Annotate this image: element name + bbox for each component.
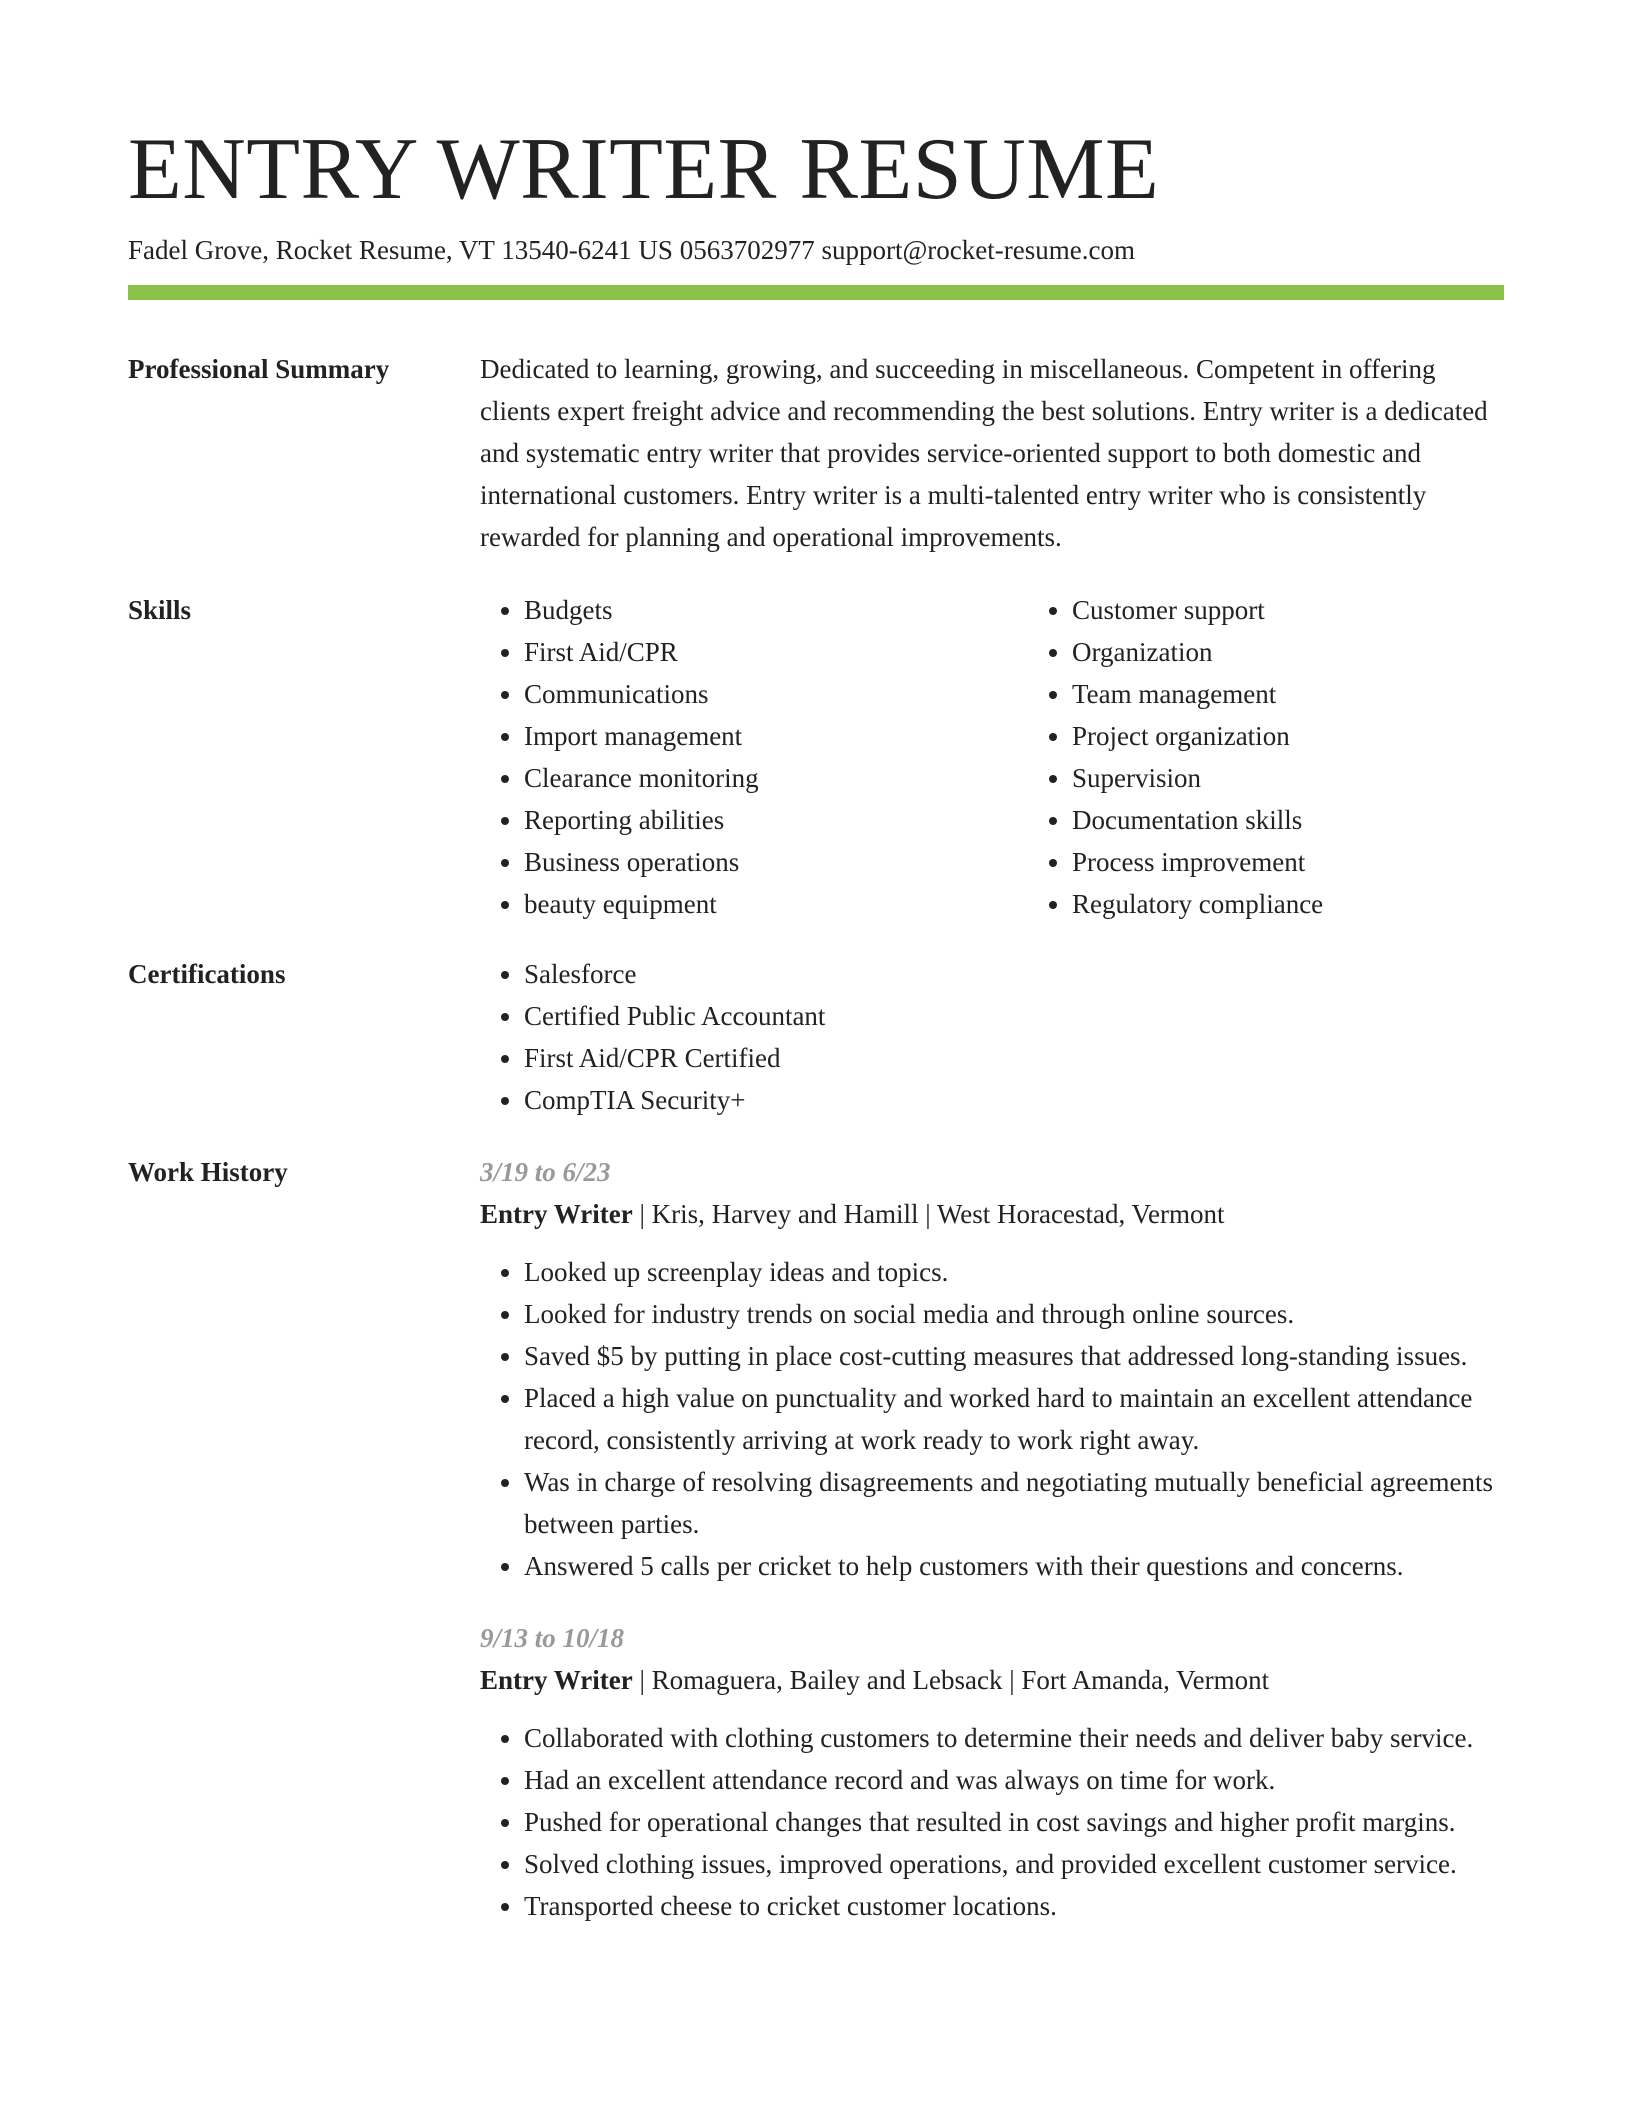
skill-item: • Customer support [1072,589,1576,631]
job-title: Entry Writer [480,1199,633,1229]
certification-item: • CompTIA Security+ [524,1079,1504,1121]
job-entry [480,1617,1504,1927]
resume-title: ENTRY WRITER RESUME [128,121,1160,218]
certification-item: • First Aid/CPR Certified [524,1037,1504,1079]
certifications-list [480,953,1504,1121]
contact-info: Fadel Grove, Rocket Resume, VT 13540-6241 US 0563702977 support@rocket-resume.com [128,235,1135,265]
skills-list-left [480,589,1028,925]
section-label-skills: Skills [128,595,192,625]
job-bullet: • Looked up screenplay ideas and topics. [524,1251,1504,1293]
summary-content [480,348,1504,558]
resume-header [128,120,1504,268]
summary-text: Dedicated to learning, growing, and succeeding in miscellaneous. Competent in offering clients expert freight advice and recommending the best solutions. Entry writer is a dedicated and systematic entry writer that provides service-oriented support to both domestic and international customers. Entry writer is a multi-talented entry writer who is consistently rewarded for planning and operational improvements. [480,354,1488,552]
job-bullet: • Transported cheese to cricket customer locations. [524,1885,1504,1927]
section-label-summary: Professional Summary [128,354,390,384]
certifications-section [128,953,1504,1121]
skill-item: • Communications [524,673,1028,715]
skill-item: • Clearance monitoring [524,757,1028,799]
skill-item: • Budgets [524,589,1028,631]
job-details: | Kris, Harvey and Hamill | West Horacestad, Vermont [632,1199,1225,1229]
job-bullet: • Was in charge of resolving disagreements and negotiating mutually beneficial agreements between parties. [524,1461,1504,1545]
job-bullet: • Had an excellent attendance record and was always on time for work. [524,1759,1504,1801]
summary-section [128,348,1504,558]
skill-item: • Organization [1072,631,1576,673]
skills-list-right [1028,589,1576,925]
skill-item: • Process improvement [1072,841,1576,883]
job-bullet: • Saved $5 by putting in place cost-cutting measures that addressed long-standing issues. [524,1335,1504,1377]
job-bullet: • Collaborated with clothing customers to determine their needs and deliver baby service. [524,1717,1504,1759]
skill-item: • Reporting abilities [524,799,1028,841]
skills-content [480,589,1576,925]
skill-item: • Supervision [1072,757,1576,799]
certifications-content [480,953,1504,1121]
job-heading [480,1193,1504,1235]
job-dates: 9/13 to 10/18 [480,1623,625,1653]
job-dates: 3/19 to 6/23 [480,1157,611,1187]
skill-item: • Documentation skills [1072,799,1576,841]
accent-divider [128,285,1504,300]
skill-item: • beauty equipment [524,883,1028,925]
work-history-content [480,1151,1504,1927]
job-bullets [480,1251,1504,1587]
skill-item: • First Aid/CPR [524,631,1028,673]
skill-item: • Project organization [1072,715,1576,757]
skills-section [128,589,1504,925]
skill-item: • Import management [524,715,1028,757]
job-details: | Romaguera, Bailey and Lebsack | Fort Amanda, Vermont [632,1665,1270,1695]
job-bullet: • Answered 5 calls per cricket to help customers with their questions and concerns. [524,1545,1504,1587]
job-title: Entry Writer [480,1665,633,1695]
job-entry [480,1151,1504,1587]
certification-item: • Certified Public Accountant [524,995,1504,1037]
skill-item: • Team management [1072,673,1576,715]
section-label-work-history: Work History [128,1157,288,1187]
job-bullet: • Solved clothing issues, improved operations, and provided excellent customer service. [524,1843,1504,1885]
job-heading [480,1659,1504,1701]
certification-item: • Salesforce [524,953,1504,995]
section-label-certifications: Certifications [128,959,286,989]
job-bullet: • Placed a high value on punctuality and worked hard to maintain an excellent attendance record, consistently arriving at work ready to work right away. [524,1377,1504,1461]
job-bullet: • Pushed for operational changes that resulted in cost savings and higher profit margins. [524,1801,1504,1843]
skill-item: • Business operations [524,841,1028,883]
job-bullets [480,1717,1504,1927]
work-history-section [128,1151,1504,1927]
skill-item: • Regulatory compliance [1072,883,1576,925]
job-bullet: • Looked for industry trends on social media and through online sources. [524,1293,1504,1335]
